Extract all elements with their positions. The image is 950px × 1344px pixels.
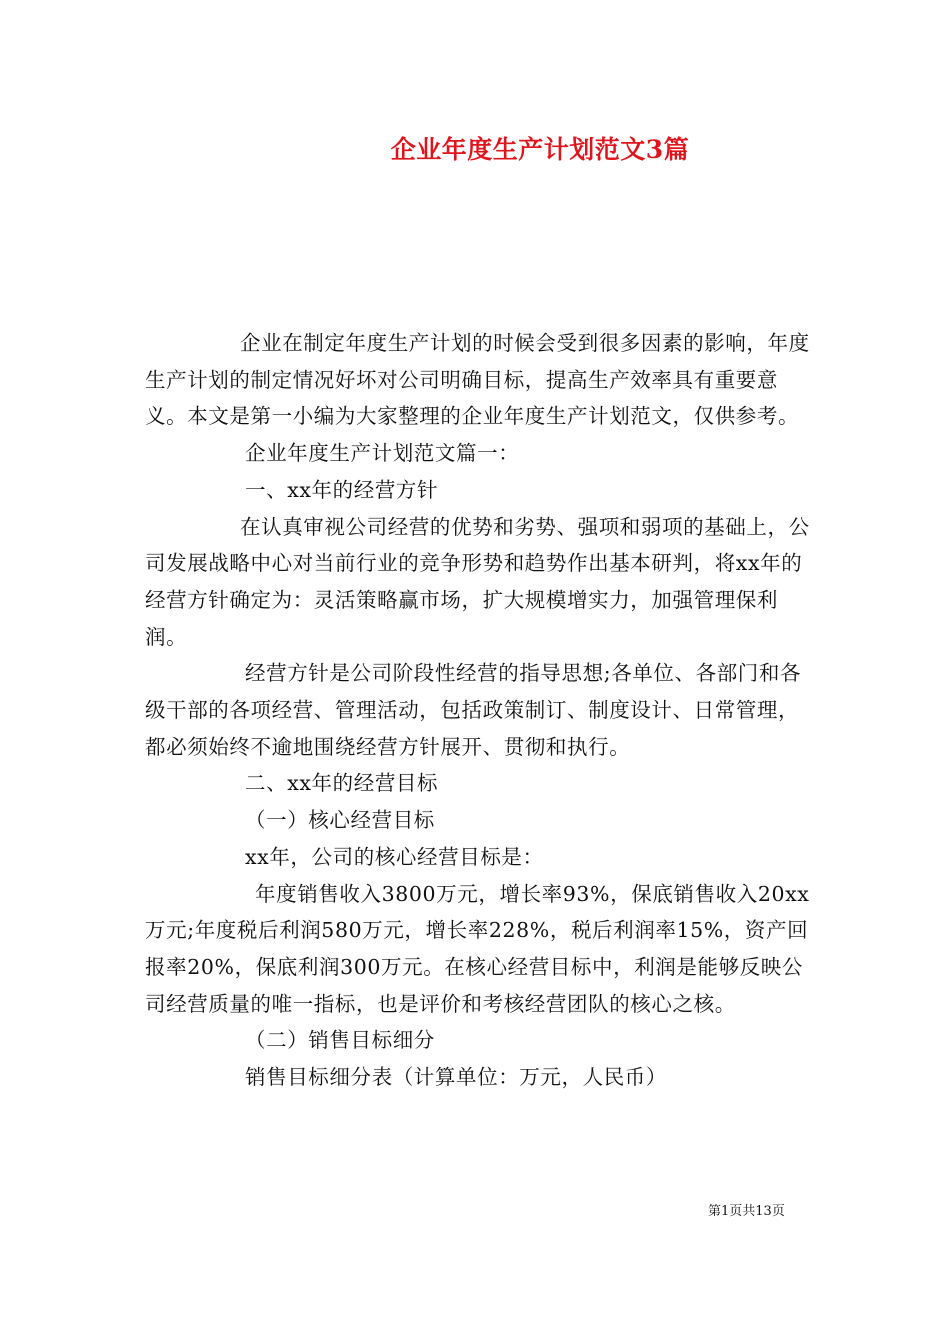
subheading-core-goals: （一）核心经营目标: [245, 808, 435, 833]
paragraph-core-goals-figures: 年度销售收入3800万元，增长率93%，保底销售收入20xx万元;年度税后利润580万元，增长率228%，税后利润率15%，资产回报率20%，保底利润300万元。在核心经营目标中，利润是能够反映公司经营质量的唯一指标，也是评价和考核经营团队的核心之核。: [145, 881, 810, 1016]
section-heading-part-one: 企业年度生产计划范文篇一：: [245, 441, 520, 466]
document-body: [145, 325, 810, 1096]
heading-business-goals: 二、xx年的经营目标: [245, 771, 439, 796]
document-title: 企业年度生产计划范文3篇: [390, 135, 690, 164]
subheading-sales-breakdown: （二）销售目标细分: [245, 1028, 435, 1053]
heading-business-policy: 一、xx年的经营方针: [245, 477, 439, 502]
intro-paragraph: 企业在制定年度生产计划的时候会受到很多因素的影响，年度生产计划的制定情况好坏对公司明确目标，提高生产效率具有重要意义。本文是第一小编为大家整理的企业年度生产计划范文，仅供参考。: [145, 331, 810, 429]
page-number-footer: 第1页共13页: [708, 1204, 785, 1219]
paragraph-policy-guidance: 经营方针是公司阶段性经营的指导思想;各单位、各部门和各级干部的各项经营、管理活动，包括政策制订、制度设计、日常管理，都必须始终不逾地围绕经营方针展开、贯彻和执行。: [145, 661, 802, 759]
table-caption-sales-breakdown: 销售目标细分表（计算单位：万元，人民币）: [245, 1065, 667, 1090]
paragraph-core-goals-intro: xx年，公司的核心经营目标是：: [245, 844, 544, 869]
paragraph-policy-statement: 在认真审视公司经营的优势和劣势、强项和弱项的基础上，公司发展战略中心对当前行业的竞争形势和趋势作出基本研判，将xx年的经营方针确定为：灵活策略赢市场，扩大规模增实力，加强管理保利润。: [145, 514, 810, 649]
